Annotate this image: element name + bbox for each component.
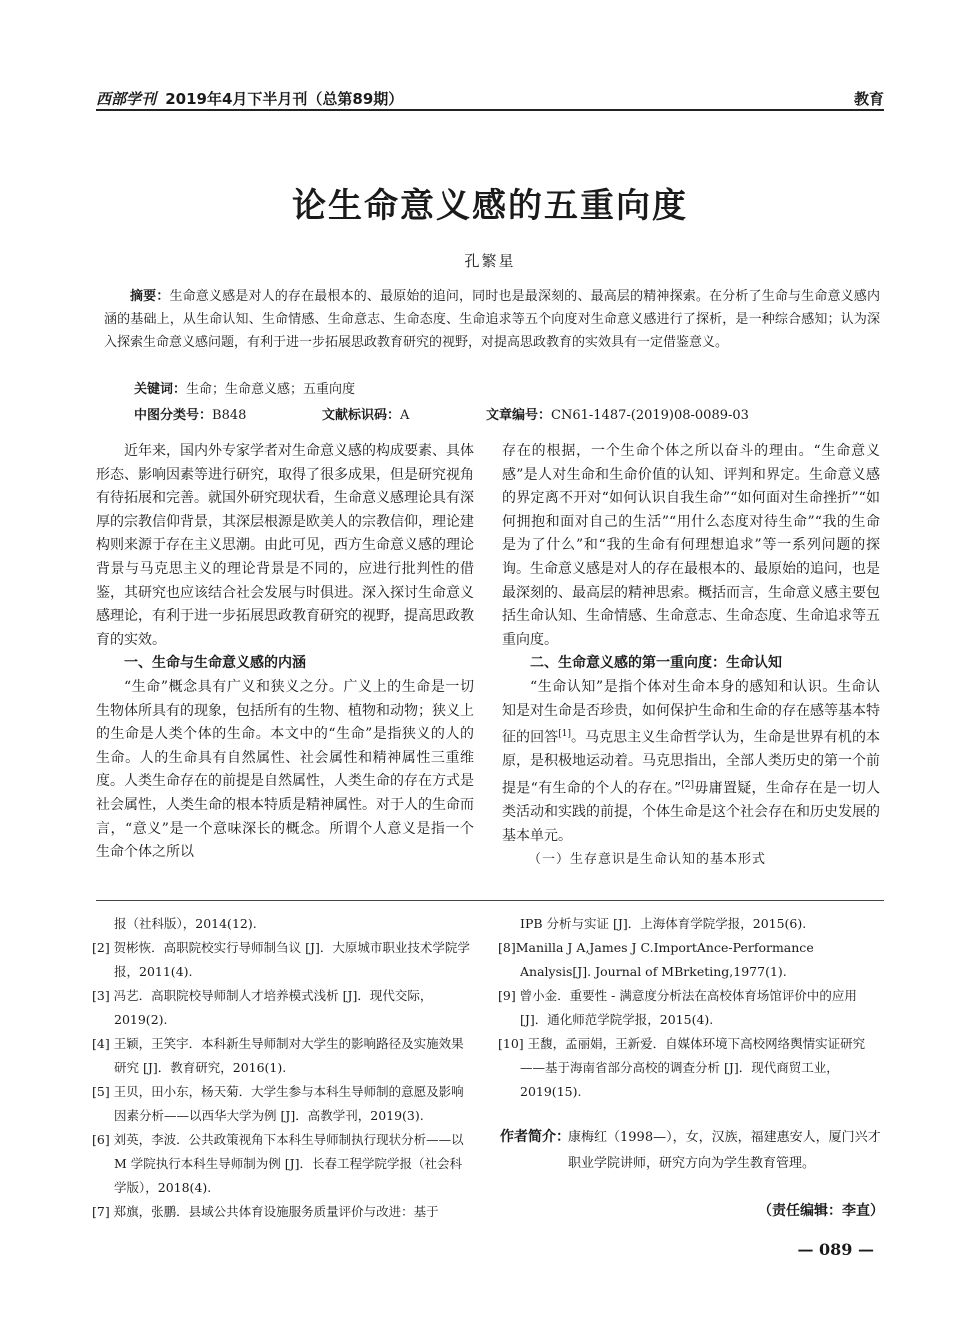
article-number-value: CN61-1487-(2019)08-0089-03 xyxy=(551,408,749,423)
reference-item: [2] 贺彬恢．高职院校实行导师制刍议 [J]．大原城市职业技术学院学报，2011(4). xyxy=(92,940,470,979)
article-author: 孔繁星 xyxy=(464,252,516,270)
section-heading-1: 一、生命与生命意义感的内涵 xyxy=(124,655,306,672)
clc-number xyxy=(134,404,246,423)
reference-item: [5] 王贝，田小东，杨天菊．大学生参与本科生导师制的意愿及影响因素分析——以西华大学为例 [J]．高教学刊，2019(3). xyxy=(92,1084,464,1123)
text-run: “生命认知”是指个体对生命本身的感知和认识。生命认知是对生命是否珍贵，如何保护生命和生命的存在感等基本特征的回答 xyxy=(502,678,880,746)
text-run: 。马克思主义生命哲学认为，生命是世界有机的本原，是积极地运动着。马克思指出，全部人类历史的第一个前提是“有生命的个人的存在。” xyxy=(502,729,881,797)
body-paragraph: “生命”概念具有广义和狭义之分。广义上的生命是一切生物体所具有的现象，包括所有的生物、植物和动物；狭义上的生命是人类个体的生命。本文中的“生命”是指狭义的人的生命。人的生命具有自然属性、社会属性和精神属性三重维度。人类生命存在的前提是自然属性，人类生命的存在方式是社会属性，人类生命的根本特质是精神属性。对于人的生命而言，“意义”是一个意味深长的概念。所谓个人意义是指一个生命个体之所以 xyxy=(96,678,474,861)
article-number-label: 文章编号： xyxy=(486,408,552,423)
abstract-label: 摘要： xyxy=(130,289,170,304)
body-paragraph: 存在的根据，一个生命个体之所以奋斗的理由。“生命意义感”是人对生命和生命价值的认知、评判和界定。生命意义感的界定离不开对“如何认识自我生命”“如何面对生命挫折”“如何拥抱和面对自己的生活”“用什么态度对待生命”“我的生命是为了什么”和“我的生命有何理想追求”等一系列问题的探询。生命意义感是对人的存在最根本的、最原始的追问，也是最深刻的、最高层的精神思索。概括而言，生命意义感主要包括生命认知、生命情感、生命意志、生命态度、生命追求等五重向度。 xyxy=(502,443,880,648)
document-code xyxy=(322,404,409,423)
reference-item: 报（社科版），2014(12). xyxy=(114,916,257,931)
reference-item: [9] 曾小金．重要性 - 满意度分析法在高校体育场馆评价中的应用 [J]．通化师范学院学报，2015(4). xyxy=(498,988,857,1027)
text-run: 毋庸置疑，生命存在是一切人类活动和实践的前提，个体生命是这个社会存在和历史发展的基本单元。 xyxy=(502,780,880,844)
body-paragraph xyxy=(502,676,880,848)
references-right xyxy=(498,912,884,1104)
reference-item: [4] 王颖，王笑宇．本科新生导师制对大学生的影响路径及实施效果研究 [J]．教育研究，2016(1). xyxy=(92,1036,464,1075)
doc-value: A xyxy=(400,408,410,423)
article-title: 论生命意义感的五重向度 xyxy=(292,186,688,226)
article-number xyxy=(486,404,749,423)
body-paragraph: 近年来，国内外专家学者对生命意义感的构成要素、具体形态、影响因素等进行研究，取得了很多成果，但是研究视角有待拓展和完善。就国外研究现状看，生命意义感理论具有深厚的宗教信仰背景，其深层根源是欧美人的宗教信仰，理论建构则来源于存在主义思潮。由此可见，西方生命意义感的理论背景与马克思主义的理论背景是不同的，应进行批判性的借鉴，其研究也应该结合社会发展与时俱进。深入探讨生命意义感理论，有利于进一步拓展思政教育研究的视野，提高思政教育的实效。 xyxy=(96,443,474,648)
reference-item: [10] 王馥，孟丽娟，王新爱．自媒体环境下高校网络舆情实证研究——基于海南省部分高校的调查分析 [J]．现代商贸工业，2019(15). xyxy=(498,1036,866,1099)
citation-2: [2] xyxy=(681,779,695,790)
body-left-column xyxy=(96,440,474,865)
section-name: 教育 xyxy=(853,90,884,108)
author-bio-text: 康梅红（1998—），女，汉族，福建惠安人，厦门兴才职业学院讲师，研究方向为学生教育管理。 xyxy=(568,1130,881,1171)
section-heading-2: 二、生命意义感的第一重向度：生命认知 xyxy=(530,655,782,672)
abstract-text: 生命意义感是对人的存在最根本的、最原始的追问，同时也是最深刻的、最高层的精神探索。在分析了生命与生命意义感内涵的基础上，从生命认知、生命情感、生命意志、生命态度、生命追求等五个向度对生命意义感进行了探析，是一种综合感知；认为深入探索生命意义感问题，有利于进一步拓展思政教育研究的视野，对提高思政教育的实效具有一定借鉴意义。 xyxy=(104,289,880,350)
doc-label: 文献标识码： xyxy=(322,408,401,423)
reference-item: [3] 冯艺．高职院校导师制人才培养模式浅析 [J]．现代交际，2019(2). xyxy=(92,988,433,1027)
running-header xyxy=(96,88,403,109)
keywords-text: 生命；生命意义感；五重向度 xyxy=(186,382,356,397)
clc-label: 中图分类号： xyxy=(134,408,213,423)
citation-1: [1] xyxy=(558,729,571,740)
reference-item: [6] 刘英，李波．公共政策视角下本科生导师制执行现状分析——以 M 学院执行本科生导师制为例 [J]．长春工程学院学报（社会科学版），2018(4). xyxy=(92,1132,464,1195)
issue-info: 2019年4月下半月刊（总第89期） xyxy=(165,90,404,108)
keywords-label: 关键词： xyxy=(134,382,187,397)
page-number: — 089 — xyxy=(797,1240,874,1259)
header-rule xyxy=(96,109,884,111)
responsible-editor: （责任编辑：李直） xyxy=(758,1203,884,1219)
clc-value: B848 xyxy=(212,408,247,423)
reference-item: IPB 分析与实证 [J]．上海体育学院学报，2015(6). xyxy=(520,916,807,931)
reference-item: [7] 郑旗，张鹏．县域公共体育设施服务质量评价与改进：基于 xyxy=(92,1204,439,1219)
author-bio xyxy=(500,1124,884,1177)
reference-item: [8]Manilla J A,James J C.ImportAnce-Performance Analysis[J]. Journal of MBrketing,1977(1). xyxy=(498,940,814,979)
body-right-column xyxy=(502,440,880,872)
author-bio-label: 作者简介： xyxy=(500,1129,570,1145)
keywords xyxy=(134,378,355,397)
subsection-heading-1: （一）生存意识是生命认知的基本形式 xyxy=(528,852,767,868)
journal-logo: 西部学刊 xyxy=(96,90,157,108)
references-separator xyxy=(96,900,884,901)
abstract xyxy=(104,285,880,354)
references-left xyxy=(92,912,470,1224)
